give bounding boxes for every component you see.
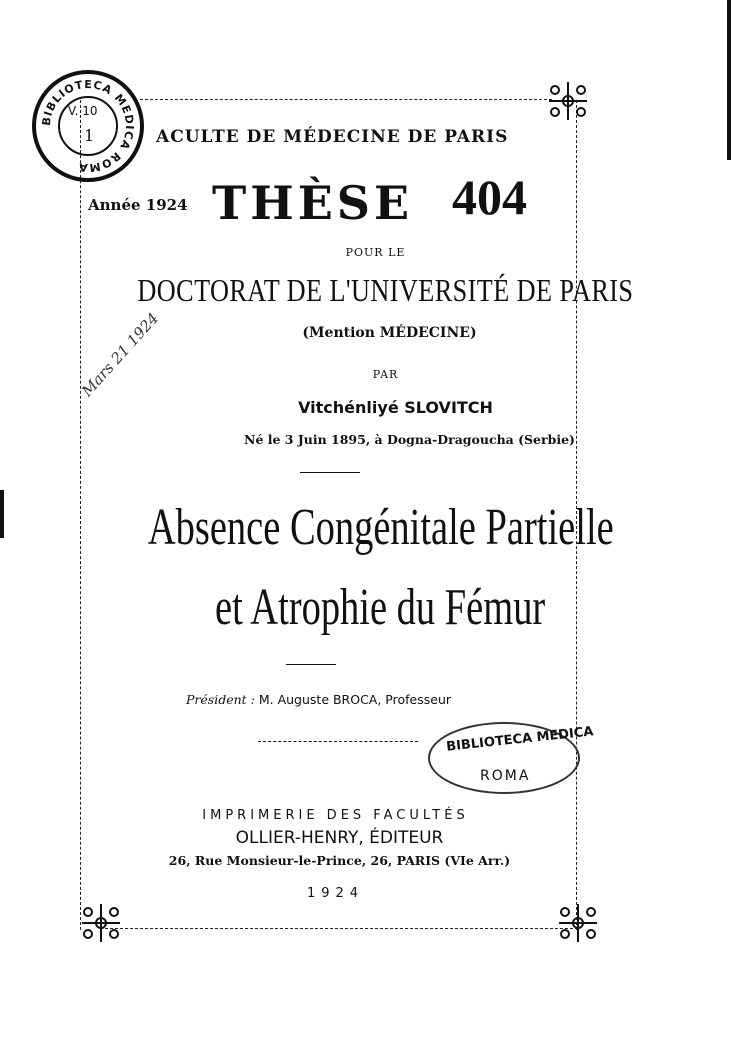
year-label: Année 1924: [88, 196, 188, 214]
border-bottom: [100, 928, 578, 929]
fleuron-top-right-icon: [545, 78, 591, 124]
separator-short: [300, 472, 360, 473]
imprint-publisher: OLLIER-HENRY, ÉDITEUR: [235, 828, 444, 848]
scan-edge-mark: [727, 0, 731, 160]
stamp-oval-top-text: BIBLIOTECA MEDICA: [445, 724, 595, 755]
fleuron-bottom-left-icon: [78, 900, 124, 946]
library-stamp-round: [32, 70, 144, 182]
imprint-address: 26, Rue Monsieur-le-Prince, 26, PARIS (VIe Arr.): [168, 853, 511, 868]
doctorat-text: DOCTORAT DE L'UNIVERSITÉ DE PARIS: [137, 272, 634, 308]
faculty-heading: ACULTE DE MÉDECINE DE PARIS: [156, 127, 509, 147]
stamp-inner-line1: V. 10: [68, 104, 98, 118]
president-name: M. Auguste BROCA, Professeur: [258, 692, 452, 707]
author-birth: Né le 3 Juin 1895, à Dogna-Dragoucha (Serbie): [244, 432, 575, 447]
svg-text:BIBLIOTECA MEDICA ROMA: BIBLIOTECA MEDICA ROMA: [39, 77, 137, 175]
thesis-title-line1-wrap: [0, 498, 731, 557]
imprint-year: 1924: [306, 886, 365, 901]
stamp-oval-bottom-text: ROMA: [480, 768, 531, 784]
stamp-inner-circle: [58, 96, 118, 156]
thesis-title-line1: Absence Congénitale Partielle: [147, 499, 614, 556]
fleuron-bottom-right-icon: [555, 900, 601, 946]
thesis-title-line2-wrap: [0, 578, 731, 637]
ornamental-separator: [258, 741, 418, 742]
handwritten-note: Mars 21 1924: [78, 309, 163, 401]
separator-short-2: [286, 664, 336, 665]
these-heading: THÈSE: [212, 176, 414, 230]
president-line: [186, 692, 451, 707]
library-stamp-oval: [428, 722, 595, 794]
par-label: PAR: [372, 368, 399, 381]
president-label: Président :: [186, 692, 255, 707]
doctorat-heading: [0, 272, 731, 309]
mention-label: (Mention MÉDECINE): [302, 325, 477, 341]
border-top: [140, 99, 552, 100]
thesis-number: 404: [452, 169, 527, 225]
thesis-title-line2: et Atrophie du Fémur: [215, 579, 546, 636]
author-name: Vitchénliyé SLOVITCH: [298, 398, 493, 417]
pour-le-label: POUR LE: [345, 246, 406, 259]
imprint-printer: IMPRIMERIE DES FACULTÉS: [202, 808, 469, 823]
stamp-inner-line2: 1: [84, 126, 95, 145]
